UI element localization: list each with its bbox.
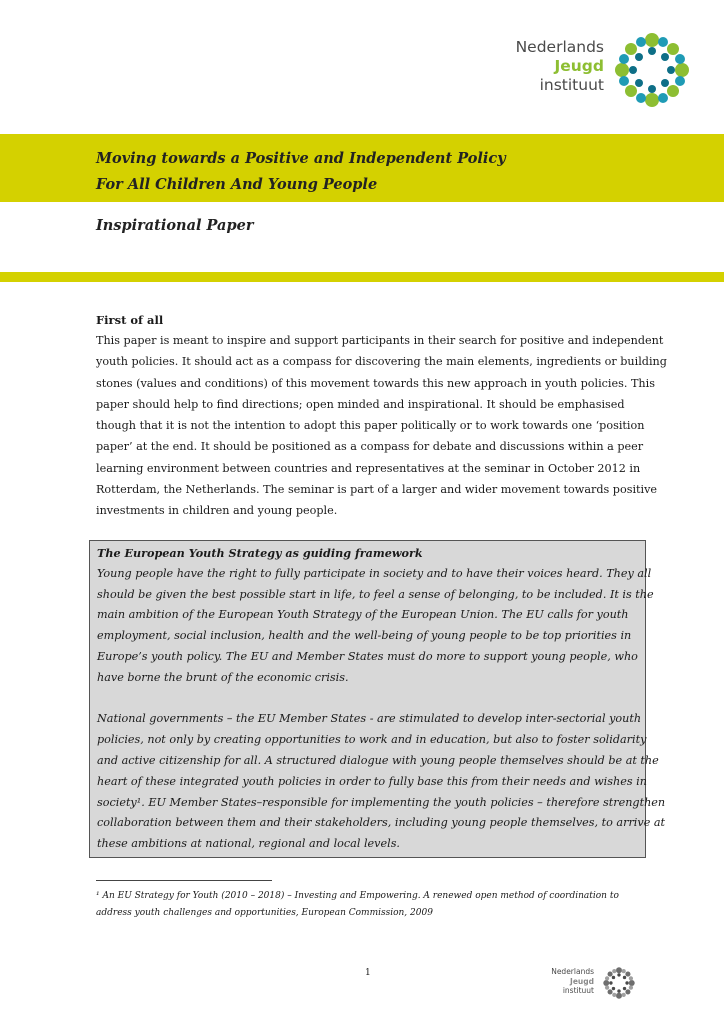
box-line: collaboration between them and their stakeholders, including young people themselves, to arrive at: [97, 816, 666, 830]
header-logo: [500, 28, 700, 108]
divider-band: [0, 272, 724, 282]
intro-line: paper’ at the end. It should be positioned as a compass for debate and discussions within a peer: [96, 440, 644, 454]
box-line: these ambitions at national, regional and local levels.: [97, 837, 400, 851]
box-line: should be given the best possible start in life, to feel a sense of belonging, to be included. It is the: [97, 587, 654, 601]
intro-line: paper should help to find directions; open minded and inspirational. It should be emphasised: [96, 397, 625, 411]
box-line: employment, social inclusion, health and the well-being of young people to be top priorities in: [97, 629, 632, 643]
intro-line: learning environment between countries and representatives at the seminar in October 2012 in: [96, 461, 641, 475]
framework-box: [89, 540, 666, 858]
box-line: policies, not only by creating opportunities to work and in education, but also to foster solidarity: [97, 733, 647, 747]
box-line: heart of these integrated youth policies in order to fully base this from their needs and wishes in: [97, 774, 647, 788]
box-line: National governments – the EU Member States - are stimulated to develop inter-sectorial youth: [97, 712, 642, 726]
intro-line: though that it is not the intention to adopt this paper politically or to work towards one ‘position: [96, 419, 645, 433]
intro-line: This paper is meant to inspire and support participants in their search for positive and independent: [96, 334, 664, 347]
footnote: [96, 888, 619, 922]
title-line-1: Moving towards a Positive and Independent Policy: [96, 150, 506, 167]
section-heading: First of all: [96, 313, 164, 327]
box-line: main ambition of the European Youth Strategy of the European Union. The EU calls for youth: [97, 608, 629, 622]
logo-line-3: instituut: [539, 76, 604, 94]
intro-line: youth policies. It should act as a compass for discovering the main elements, ingredients or building: [96, 355, 667, 369]
logo-wordmark: [516, 38, 604, 95]
footnote-line: address youth challenges and opportunities, European Commission, 2009: [96, 908, 433, 918]
footer-logo-line-1: Nederlands: [551, 967, 594, 976]
intro-line: Rotterdam, the Netherlands. The seminar is part of a larger and wider movement towards positive: [96, 483, 658, 497]
box-heading: The European Youth Strategy as guiding framework: [97, 546, 423, 560]
box-line: and active citizenship for all. A structured dialogue with young people themselves should be at the: [97, 753, 659, 767]
framework-box-content: [97, 543, 666, 855]
title-line-2: For All Children And Young People: [96, 176, 378, 193]
footer-logo-wordmark: [551, 967, 594, 996]
document-subtitle: Inspirational Paper: [96, 217, 254, 234]
intro-line: stones (values and conditions) of this movement towards this new approach in youth policies. This: [96, 376, 655, 390]
box-spacer: [97, 689, 642, 710]
logo-line-2: Jeugd: [554, 57, 604, 75]
footer-logo: [550, 966, 640, 1000]
box-line: have borne the brunt of the economic crisis.: [97, 670, 349, 684]
intro-line: investments in children and young people.: [96, 504, 338, 518]
footnote-rule: [96, 880, 272, 881]
logo-people-circle-icon: [612, 30, 692, 110]
footnote-line: ¹ An EU Strategy for Youth (2010 – 2018) – Investing and Empowering. A renewed open method of coordination to: [96, 891, 619, 901]
box-line: Young people have the right to fully participate in society and to have their voices heard. They all: [97, 566, 652, 580]
box-line: Europe’s youth policy. The EU and Member States must do more to support young people, who: [97, 649, 638, 663]
footer-logo-mark-icon: [602, 966, 636, 1000]
footer-logo-line-2: Jeugd: [570, 976, 594, 986]
box-line: society¹. EU Member States–responsible for implementing the youth policies – therefore strengthen: [97, 795, 666, 809]
logo-line-1: Nederlands: [515, 38, 604, 56]
page-number: 1: [365, 968, 371, 978]
footer-logo-line-3: instituut: [562, 986, 594, 995]
intro-paragraph: [96, 330, 667, 522]
